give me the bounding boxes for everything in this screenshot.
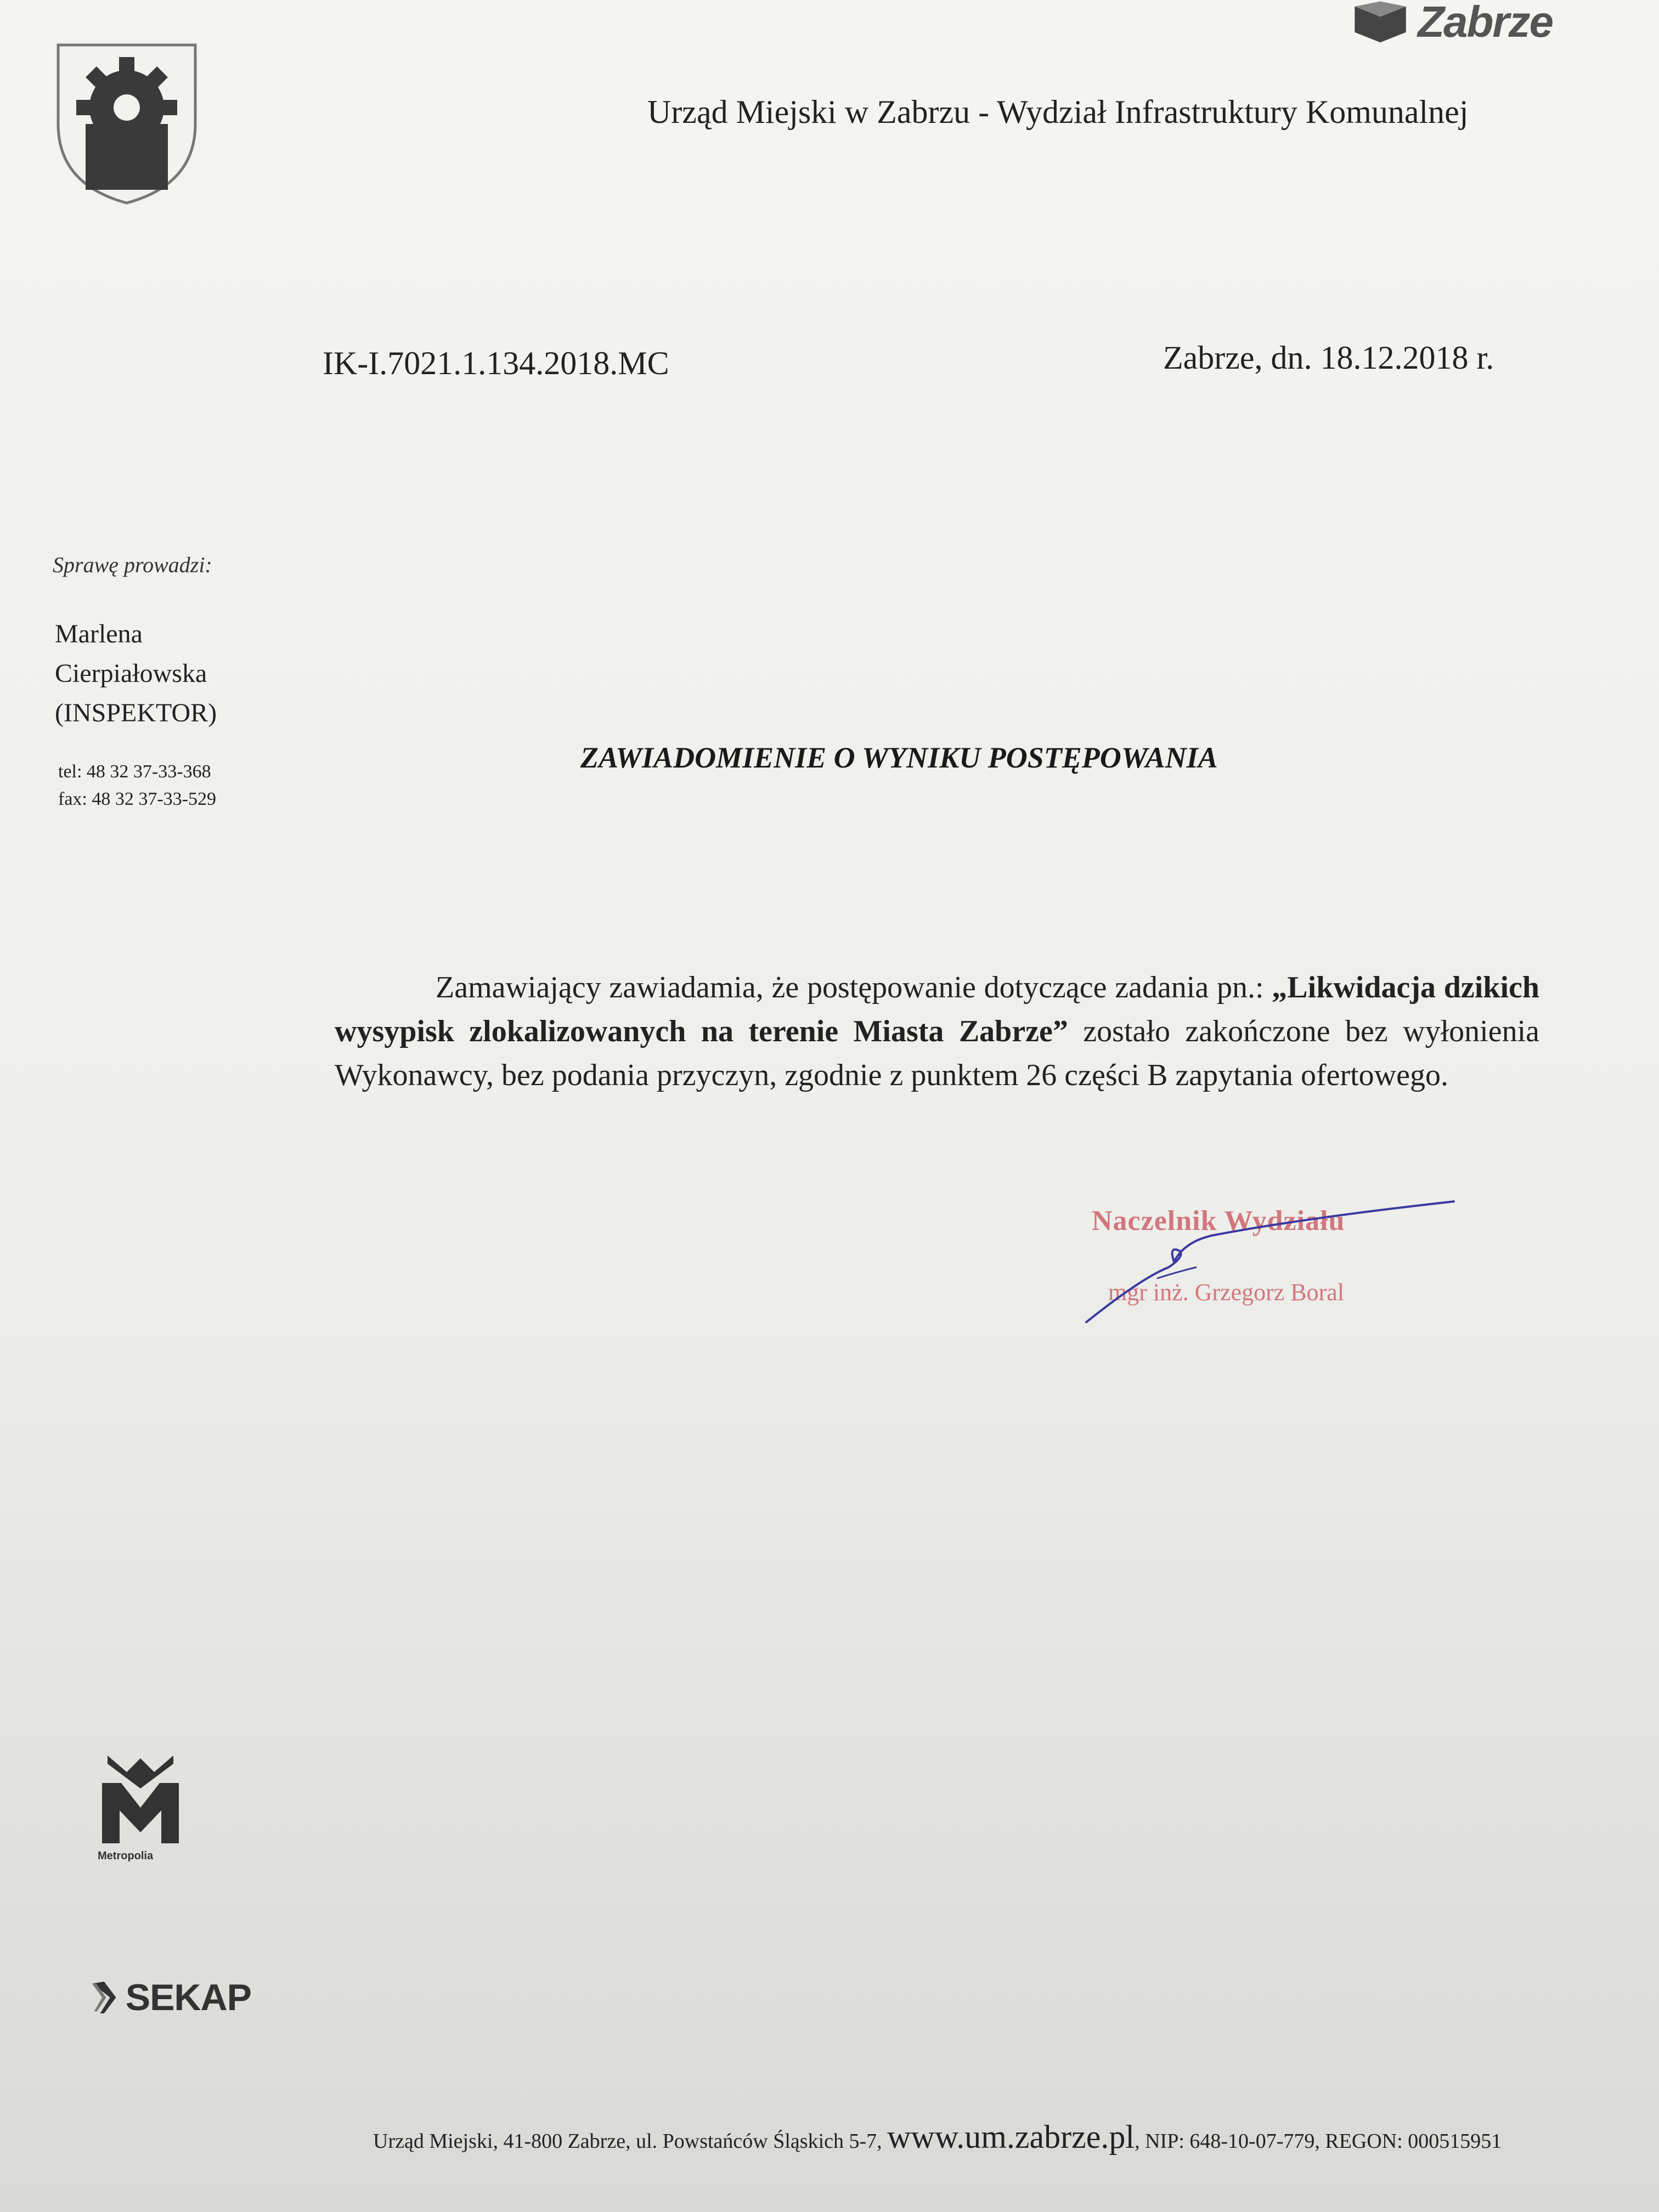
footer-address: Urząd Miejski, 41-800 Zabrze, ul. Powstańców Śląskich 5-7, bbox=[373, 2130, 882, 2153]
contact-block bbox=[58, 758, 216, 813]
handler-name-block bbox=[55, 614, 217, 733]
task-name: „Likwidacja dzikich wysypisk zlokalizowanych na terenie Miasta Zabrze” bbox=[335, 970, 1539, 1048]
zabrze-logo-text: Zabrze bbox=[1418, 0, 1553, 46]
reference-number: IK-I.7021.1.134.2018.MC bbox=[323, 345, 669, 381]
coat-of-arms-logo bbox=[55, 42, 199, 206]
handler-role: (INSPEKTOR) bbox=[55, 698, 217, 727]
office-header-title: Urząd Miejski w Zabrzu - Wydział Infrastruktury Komunalnej bbox=[647, 94, 1469, 130]
tel-line: tel: 48 32 37-33-368 bbox=[58, 761, 211, 782]
letter-date: Zabrze, dn. 18.12.2018 r. bbox=[1163, 340, 1494, 376]
fax-line: fax: 48 32 37-33-529 bbox=[58, 789, 217, 809]
zabrze-logo bbox=[1350, 0, 1553, 44]
sekap-logo-text: SEKAP bbox=[125, 1977, 251, 2018]
sekap-logo-icon bbox=[92, 1976, 120, 2019]
handler-last-name: Cierpiałowska bbox=[55, 659, 207, 688]
sekap-logo bbox=[92, 1973, 251, 2022]
stamp-title: Naczelnik Wydziału bbox=[1092, 1205, 1345, 1237]
stamp-name: mgr inż. Grzegorz Boral bbox=[1108, 1279, 1345, 1306]
body-text-part1: Zamawiający zawiadamia, że postępowanie dotyczące zadania pn.: bbox=[436, 970, 1272, 1005]
notice-body bbox=[335, 966, 1539, 1097]
handler-first-name: Marlena bbox=[55, 619, 143, 648]
body-text-part2: zostało zakończone bez wyłonienia Wykonawcy, bez podania przyczyn, zgodnie z punktem 26 części B zapytania ofertowego. bbox=[335, 1014, 1540, 1092]
notice-title: ZAWIADOMIENIE O WYNIKU POSTĘPOWANIA bbox=[580, 741, 1218, 774]
zabrze-logo-icon bbox=[1350, 0, 1411, 44]
handwritten-signature bbox=[1075, 1190, 1470, 1328]
footer-url[interactable]: www.um.zabrze.pl bbox=[887, 2119, 1135, 2155]
footer bbox=[373, 2119, 1514, 2156]
footer-ids: , NIP: 648-10-07-779, REGON: 000515951 bbox=[1135, 2130, 1502, 2153]
handler-label: Sprawę prowadzi: bbox=[53, 552, 212, 577]
metropolia-label: Metropolia bbox=[98, 1850, 154, 1862]
